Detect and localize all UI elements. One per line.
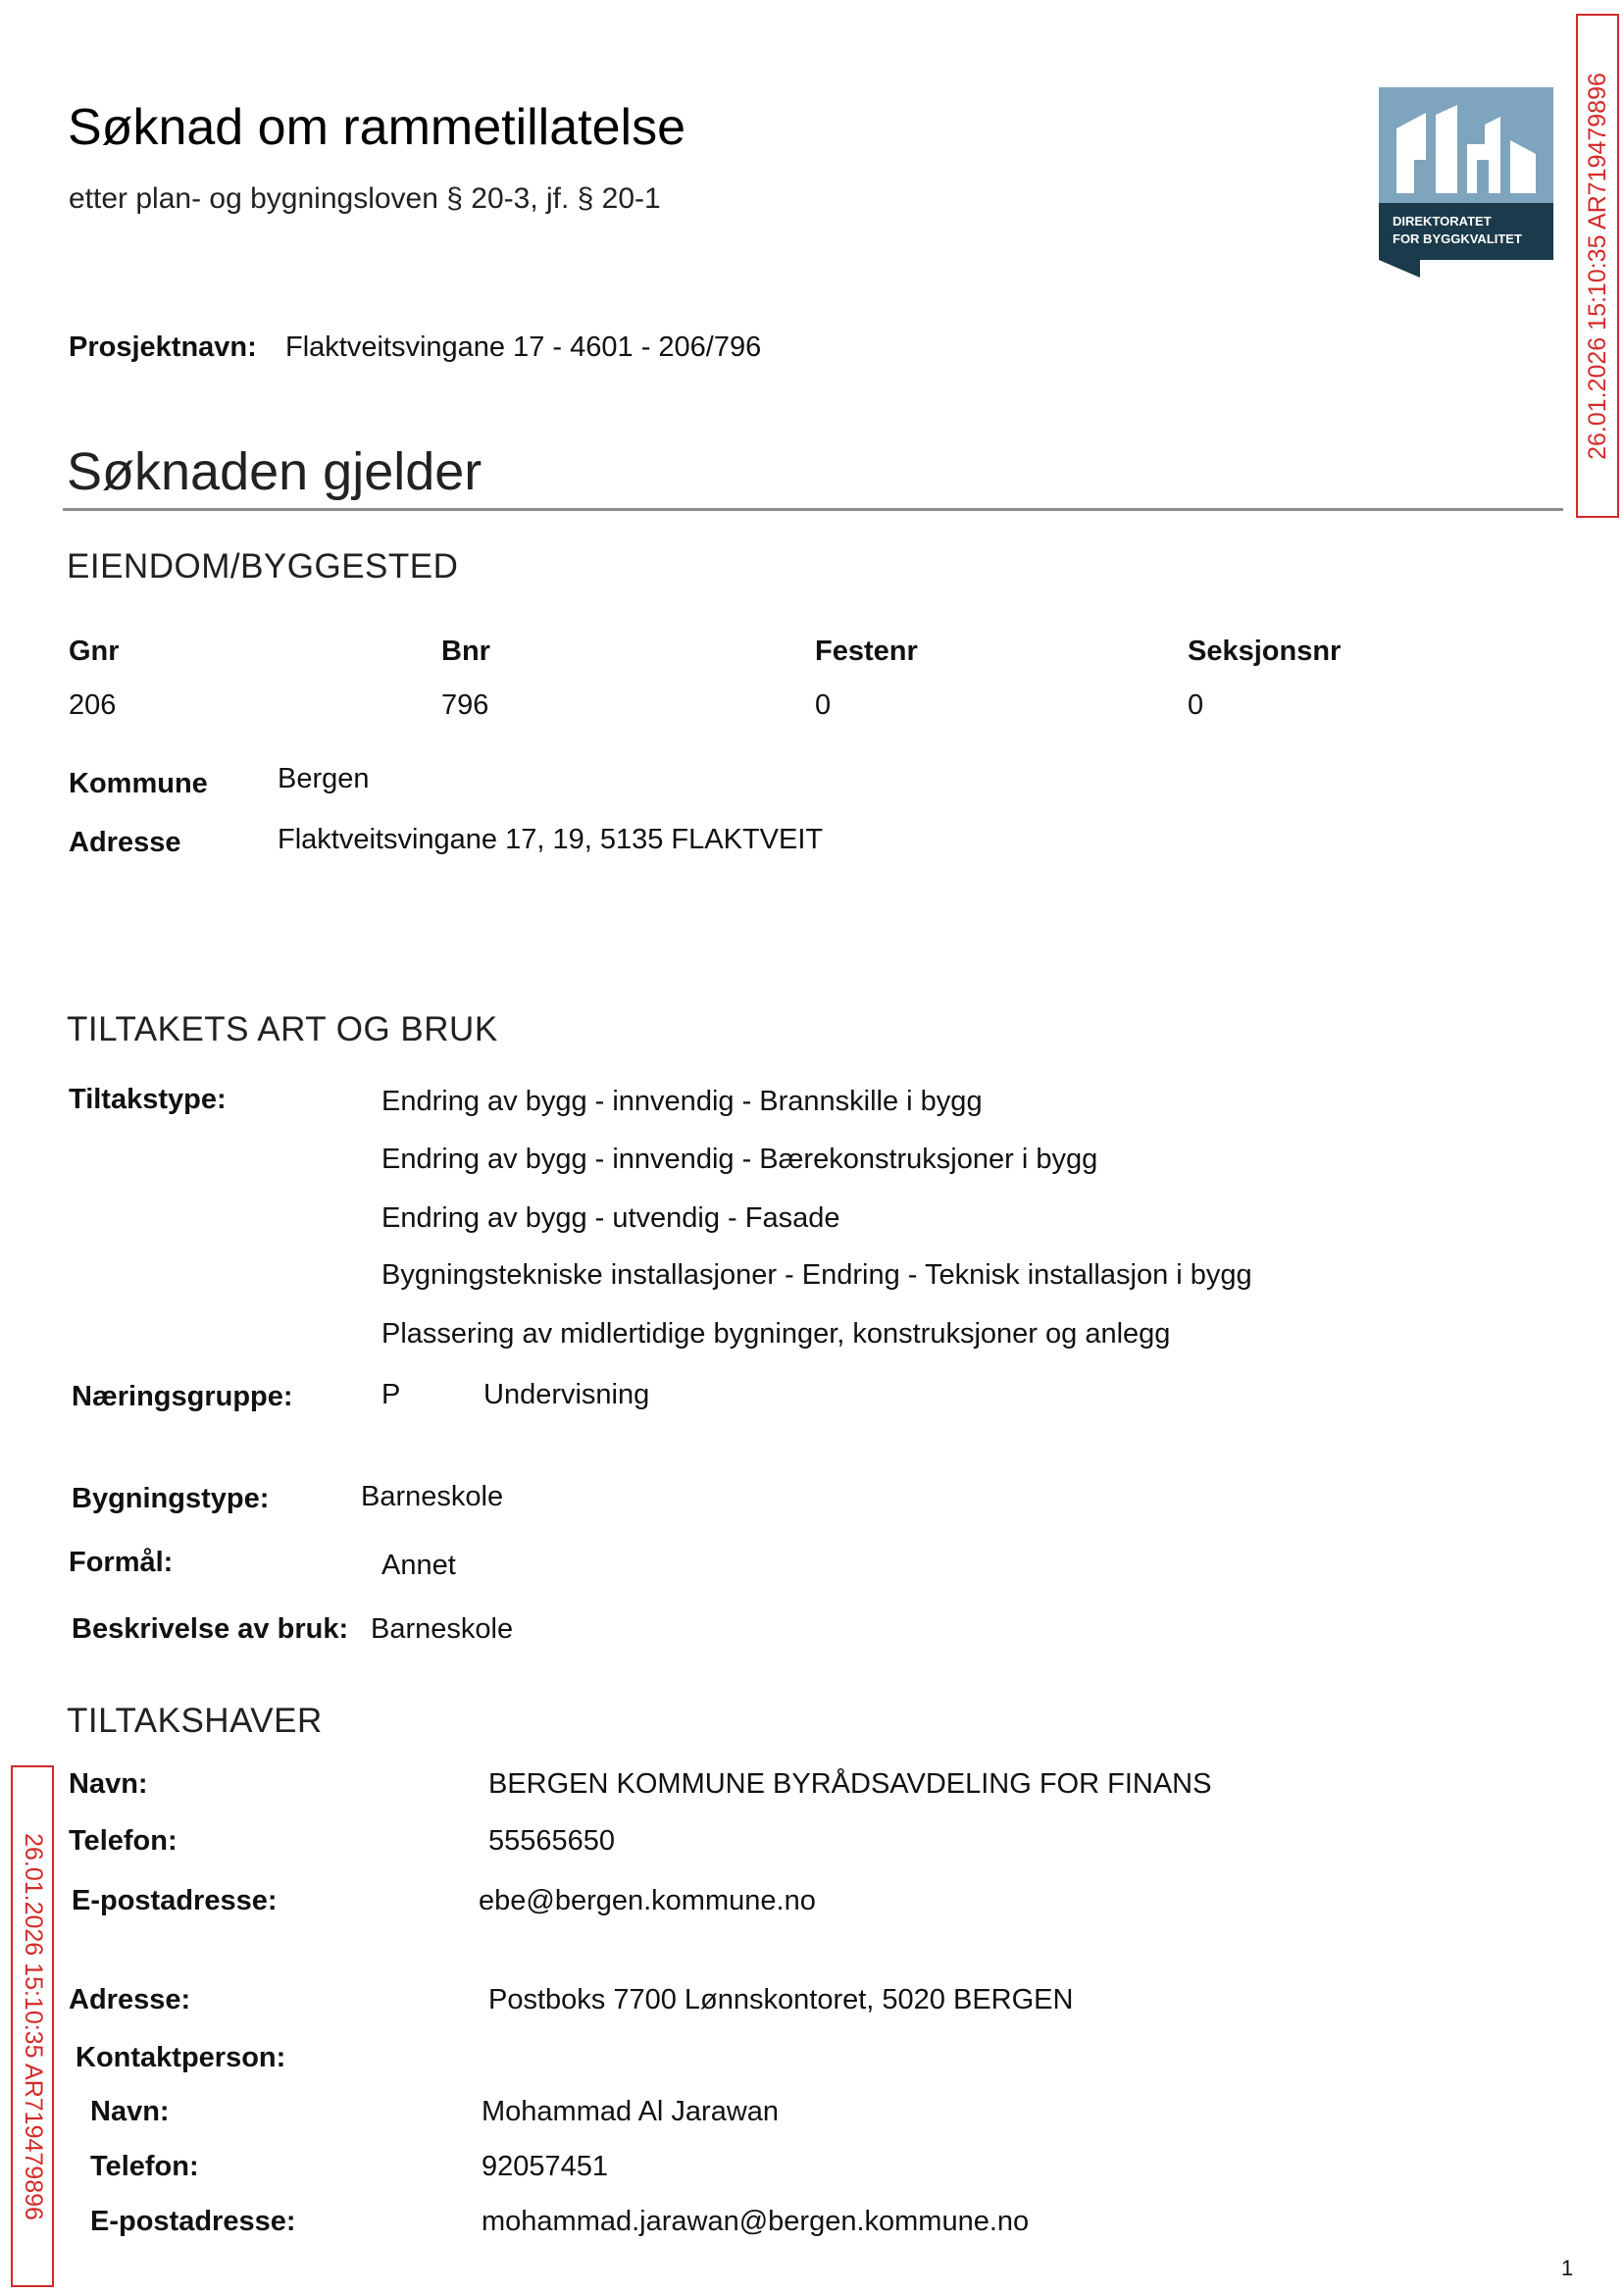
receipt-stamp-right <box>1576 14 1619 518</box>
kontakt-epost-value: mohammad.jarawan@bergen.kommune.no <box>482 2206 1030 2237</box>
tiltakstype-item: Endring av bygg - utvendig - Fasade <box>381 1202 840 1234</box>
beskrivelse-label: Beskrivelse av bruk: <box>72 1613 349 1645</box>
naeringsgruppe-code: P <box>381 1379 401 1410</box>
stamp-text: 26.01.2026 15:10:35 AR719479896 <box>19 1832 47 2220</box>
document-subtitle: etter plan- og bygningsloven § 20-3, jf. § 20-1 <box>69 182 661 215</box>
document-title: Søknad om rammetillatelse <box>68 99 685 156</box>
logo-text-line2: FOR BYGGKVALITET <box>1393 231 1522 246</box>
section-title: Søknaden gjelder <box>67 442 482 501</box>
bygningstype-value: Barneskole <box>361 1481 504 1512</box>
tiltakshaver-heading: TILTAKSHAVER <box>67 1702 323 1740</box>
kommune-label: Kommune <box>69 768 208 799</box>
dibk-logo <box>1379 87 1553 278</box>
tiltakstype-item: Endring av bygg - innvendig - Bærekonstruksjoner i bygg <box>381 1144 1098 1175</box>
tiltakshaver-epost-value: ebe@bergen.kommune.no <box>479 1885 816 1916</box>
tiltak-heading: TILTAKETS ART OG BRUK <box>67 1010 498 1048</box>
tiltakstype-item: Bygningstekniske installasjoner - Endring - Teknisk installasjon i bygg <box>381 1259 1252 1291</box>
tiltakshaver-epost-label: E-postadresse: <box>72 1885 278 1916</box>
kontakt-epost-label: E-postadresse: <box>90 2206 296 2237</box>
beskrivelse-value: Barneskole <box>371 1613 514 1645</box>
formaal-label: Formål: <box>69 1547 174 1578</box>
kontakt-telefon-label: Telefon: <box>90 2151 199 2182</box>
section-divider <box>63 508 1563 511</box>
receipt-stamp-left <box>11 1765 54 2287</box>
adresse-value: Flaktveitsvingane 17, 19, 5135 FLAKTVEIT <box>278 824 824 855</box>
naeringsgruppe-label: Næringsgruppe: <box>72 1381 293 1412</box>
seksjonsnr-label: Seksjonsnr <box>1188 636 1342 667</box>
tiltakstype-item: Endring av bygg - innvendig - Brannskille i bygg <box>381 1086 983 1117</box>
page-number: 1 <box>1561 2256 1574 2280</box>
tiltakshaver-adresse-label: Adresse: <box>69 1984 191 2015</box>
stamp-text: 26.01.2026 15:10:35 AR719479896 <box>1583 72 1611 460</box>
project-label: Prosjektnavn: <box>69 331 257 363</box>
logo-text-line1: DIREKTORATET <box>1393 214 1492 229</box>
bnr-label: Bnr <box>441 636 490 667</box>
tiltakstype-label: Tiltakstype: <box>69 1084 227 1115</box>
tiltakshaver-navn-label: Navn: <box>69 1768 148 1800</box>
seksjonsnr-value: 0 <box>1188 689 1204 721</box>
project-value: Flaktveitsvingane 17 - 4601 - 206/796 <box>285 331 762 363</box>
kontakt-telefon-value: 92057451 <box>482 2151 609 2182</box>
kontakt-navn-value: Mohammad Al Jarawan <box>482 2096 780 2127</box>
tiltakshaver-telefon-value: 55565650 <box>488 1825 616 1857</box>
property-heading: EIENDOM/BYGGESTED <box>67 547 459 586</box>
tiltakshaver-navn-value: BERGEN KOMMUNE BYRÅDSAVDELING FOR FINANS <box>488 1768 1212 1800</box>
kontaktperson-label: Kontaktperson: <box>76 2042 286 2073</box>
kontakt-navn-label: Navn: <box>90 2096 170 2127</box>
gnr-label: Gnr <box>69 636 120 667</box>
festenr-label: Festenr <box>815 636 918 667</box>
tiltakshaver-telefon-label: Telefon: <box>69 1825 178 1857</box>
naeringsgruppe-value: Undervisning <box>483 1379 650 1410</box>
bnr-value: 796 <box>441 689 489 721</box>
tiltakstype-item: Plassering av midlertidige bygninger, konstruksjoner og anlegg <box>381 1318 1171 1350</box>
bygningstype-label: Bygningstype: <box>72 1483 270 1514</box>
gnr-value: 206 <box>69 689 117 721</box>
adresse-label: Adresse <box>69 827 181 858</box>
tiltakshaver-adresse-value: Postboks 7700 Lønnskontoret, 5020 BERGEN <box>488 1984 1074 2015</box>
formaal-value: Annet <box>381 1550 456 1581</box>
festenr-value: 0 <box>815 689 832 721</box>
kommune-value: Bergen <box>278 763 370 794</box>
